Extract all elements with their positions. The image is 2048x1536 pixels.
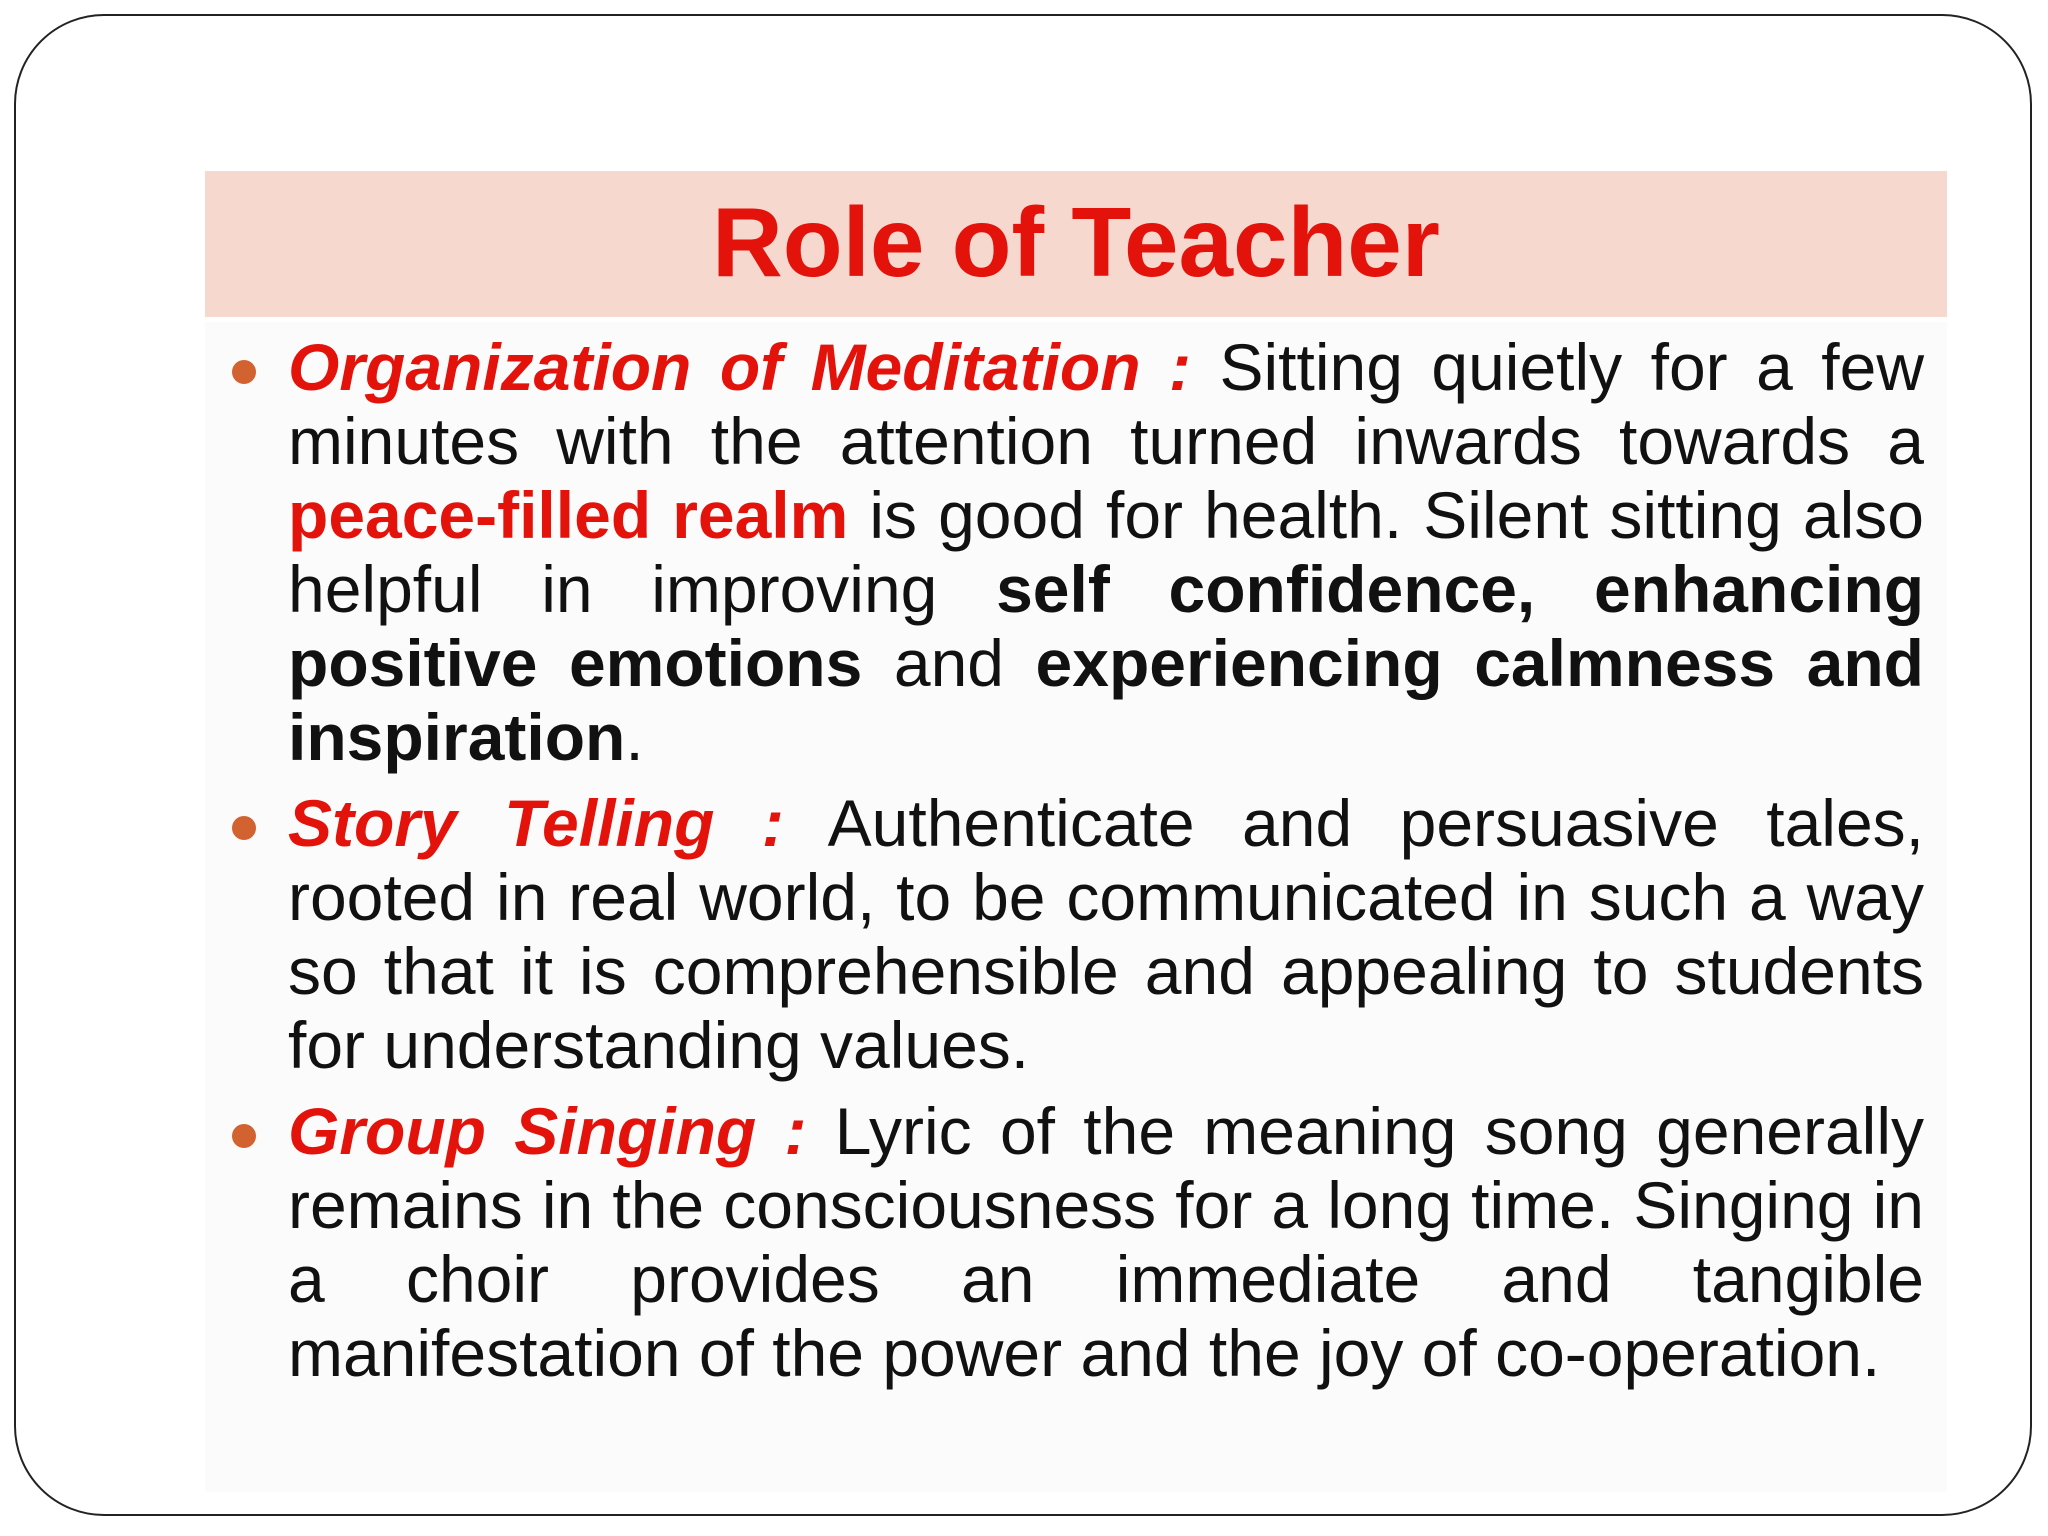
bullet-heading: Group Singing : [288, 1094, 807, 1168]
bullet-text: . [625, 700, 644, 774]
bullet-story-telling [288, 786, 1924, 1082]
bullet-text: and [862, 626, 1036, 700]
slide-title: Role of Teacher [712, 187, 1440, 297]
bullet-group-singing [288, 1094, 1924, 1390]
bullet-list [288, 330, 1924, 1402]
highlight-phrase: peace-filled realm [288, 478, 849, 552]
bullet-text: Authenticate and persuasive tales, rooted in real world, to be communicated in such a way so that it is comprehensible and appealing to students for understanding values. [288, 786, 1924, 1082]
bullet-meditation [288, 330, 1924, 774]
bullet-dot-icon [232, 360, 256, 384]
bullet-text: Sitting quietly for a few minutes with the attention turned inwards towards a [288, 330, 1924, 478]
bold-phrase: experiencing calmness and inspiration [288, 626, 1924, 774]
bullet-dot-icon [232, 1124, 256, 1148]
bullet-text: Lyric of the meaning song generally remains in the consciousness for a long time. Singing in a choir provides an immediate and tangible manifestation of the power and the joy of co-operation. [288, 1094, 1925, 1390]
bullet-text: is good for health. Silent sitting also helpful in improving [288, 478, 1924, 626]
bullet-heading: Story Telling : [288, 786, 784, 860]
bold-phrase: self confidence, enhancing positive emotions [288, 552, 1925, 700]
bullet-heading: Organization of Meditation : [288, 330, 1191, 404]
title-banner [205, 171, 1947, 317]
bullet-dot-icon [232, 816, 256, 840]
